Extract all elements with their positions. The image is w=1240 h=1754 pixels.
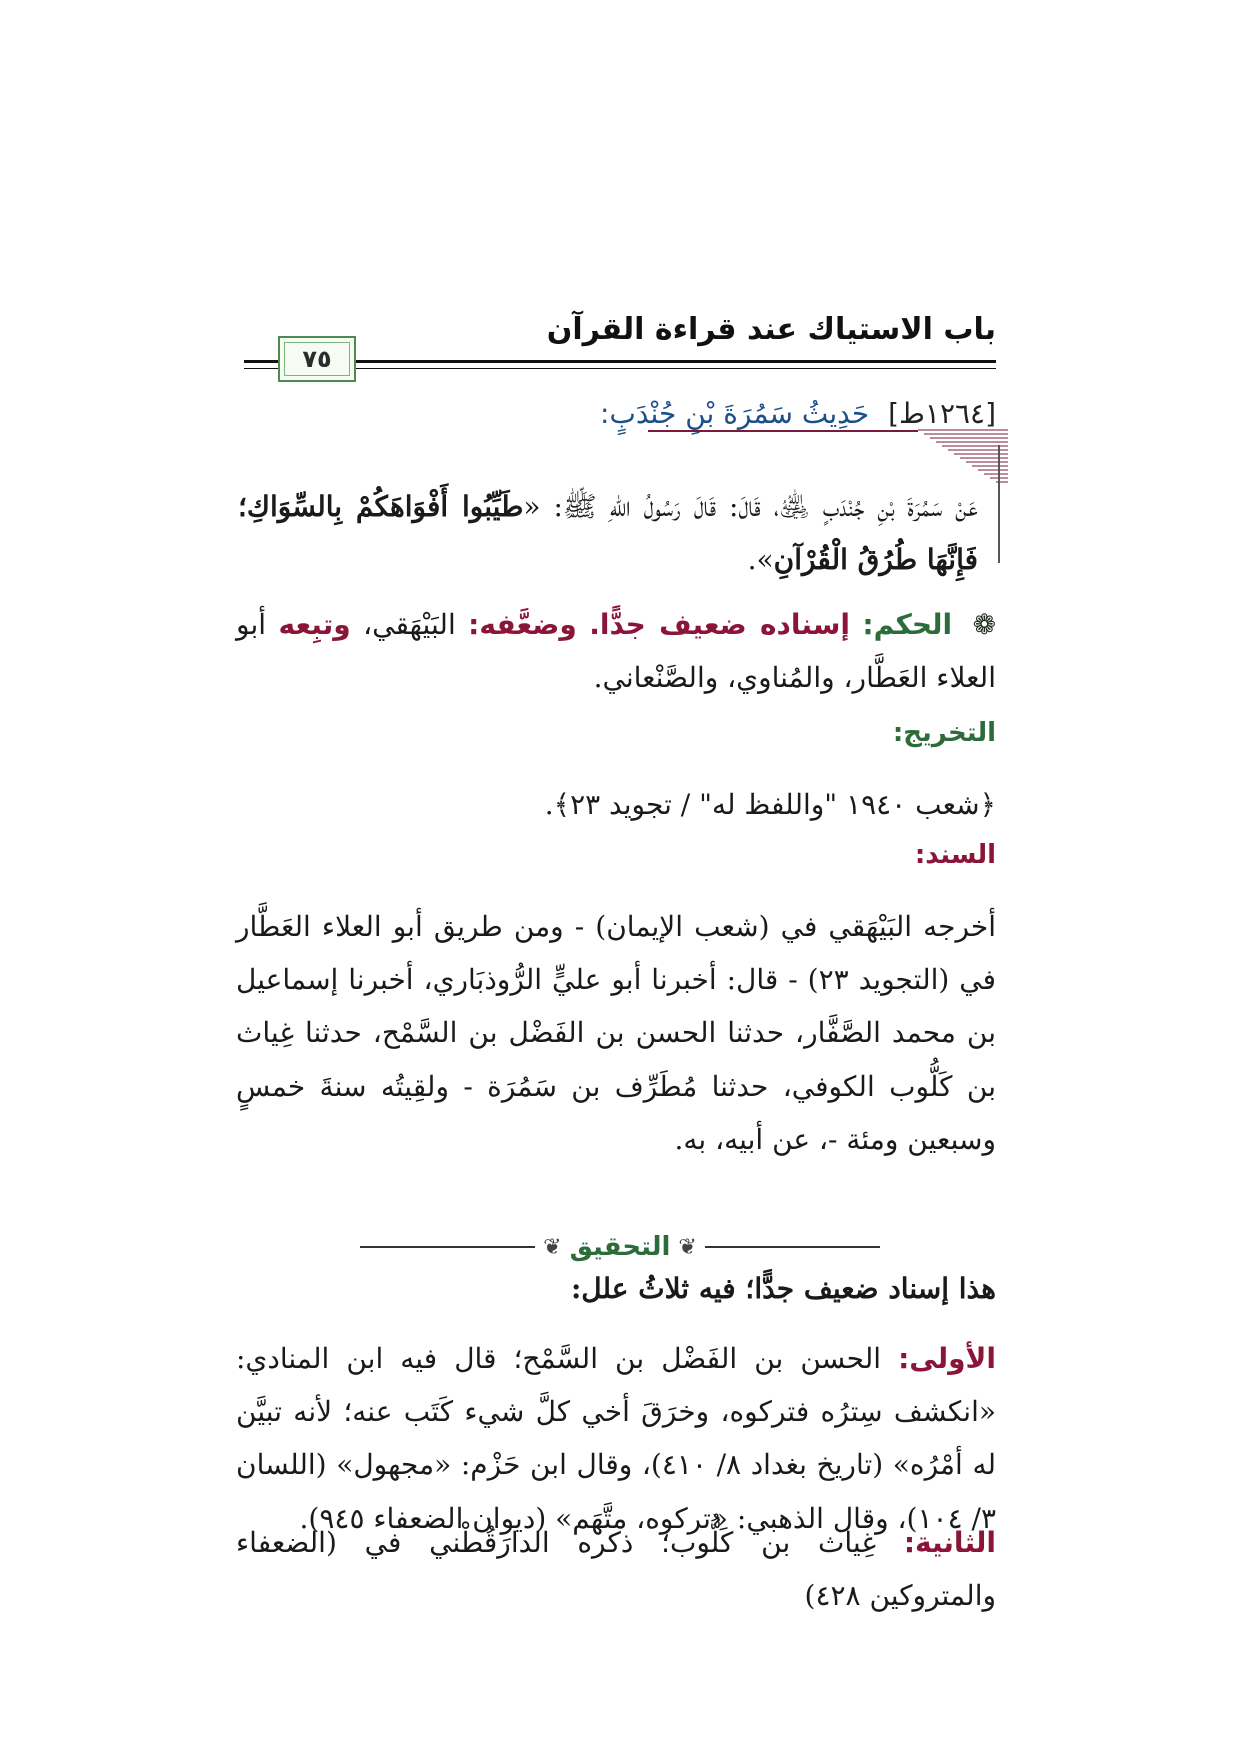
header-rule-left-thin <box>244 368 278 369</box>
tahqiq-divider <box>360 1232 880 1262</box>
sanad-text: أخرجه البَيْهَقي في (شعب الإيمان) - ومن طريق أبو العلاء العَطَّار في (التجويد ٢٣) - قال: أخبرنا أبو عليٍّ الرُّوذبَاري، أخبرنا إسماعيل بن محمد الصَّفَّار، حدثنا الحسن بن الفَضْل بن السَّمْح، حدثنا غِياث بن كَلُّوب الكوفي، حدثنا مُطَرِّف بن سَمُرَة - ولقِيتُه سنةَ خمسٍ وسبعين ومئة -، عن أبيه، به. <box>236 910 996 1156</box>
followed-label: وتبِعه <box>278 608 351 641</box>
header-rule-right <box>356 360 996 363</box>
hadith-intro: عَنْ سَمُرَةَ بْنِ جُنْدَبٍ ﵁، قَالَ: قَالَ رَسُولُ اللهِ ﷺ: « <box>523 490 978 523</box>
header-rule-left <box>244 360 278 363</box>
hadith-quote: طَيِّبُوا أَفْوَاهَكُمْ بِالسِّوَاكِ؛ فَإِنَّهَا طُرُقُ الْقُرْآنِ <box>238 490 978 577</box>
ruling-paragraph <box>236 598 996 704</box>
divider-line-left <box>705 1246 880 1248</box>
divider-ornament-icon: ❦ <box>543 1234 562 1260</box>
ruling-label: الحكم: <box>862 608 953 641</box>
divider-ornament-icon: ❦ <box>678 1234 697 1260</box>
illa-1-paragraph <box>236 1332 996 1545</box>
illa-2-label: الثانية: <box>903 1526 996 1559</box>
corner-ornament-icon <box>916 428 1008 488</box>
hadith-frame-side <box>998 445 1000 563</box>
hadith-title: حَدِيثُ سَمُرَةَ بْنِ جُنْدَبٍ: <box>600 397 870 430</box>
header-rule-right-thin <box>356 368 996 369</box>
weakened-label: وضعَّفه: <box>468 608 577 641</box>
takhrij-text: ﴿شعب ١٩٤٠ "واللفظ له" / تجويد ٢٣﴾. <box>544 788 996 821</box>
followers: أبو العلاء العَطَّار، والمُناوي، والصَّنْعاني. <box>236 608 996 695</box>
page-number: ٧٥ <box>302 345 332 373</box>
illa-2-text: غِياث بن كَلُّوب؛ ذكره الدارَقُطْني في (الضعفاء والمتروكين ٤٢٨) <box>236 1526 996 1613</box>
tahqiq-label: التحقيق <box>569 1232 671 1262</box>
illa-2-paragraph <box>236 1516 996 1622</box>
page-number-badge <box>278 336 356 382</box>
hadith-frame-top <box>648 430 918 432</box>
hadith-text <box>238 480 978 586</box>
ruling-grade: إسناده ضعيف جدًّا. <box>589 608 850 641</box>
weakened-by: البَيْهَقي، <box>363 608 456 641</box>
illa-1-label: الأولى: <box>898 1342 996 1375</box>
hadith-end: ». <box>747 543 774 577</box>
illa-1-text: الحسن بن الفَضْل بن السَّمْح؛ قال فيه ابن المنادي: «انكشف سِترُه فتركوه، وخرَقَ أخي كلَّ شيء كَتَب عنه؛ لأنه تبيَّن له أمْرُه» (تاريخ بغداد ٨/ ٤١٠)، وقال ابن حَزْم: «مجهول» (اللسان ٣/ ١٠٤)، وقال الذهبي: «تركوه، متَّهَم» (ديوان الضعفاء ٩٤٥). <box>236 1342 996 1535</box>
flower-ornament-icon: ❁ <box>972 608 997 641</box>
sanad-label: السند: <box>914 840 996 870</box>
takhrij-label: التخريج: <box>892 718 996 748</box>
tahqiq-summary: هذا إسناد ضعيف جدًّا؛ فيه ثلاثُ علل: <box>570 1272 996 1305</box>
hadith-number: [١٢٦٤ط] <box>888 397 996 430</box>
hadith-heading <box>600 397 996 430</box>
chapter-title: باب الاستياك عند قراءة القرآن <box>546 312 996 347</box>
divider-line-right <box>360 1246 535 1248</box>
